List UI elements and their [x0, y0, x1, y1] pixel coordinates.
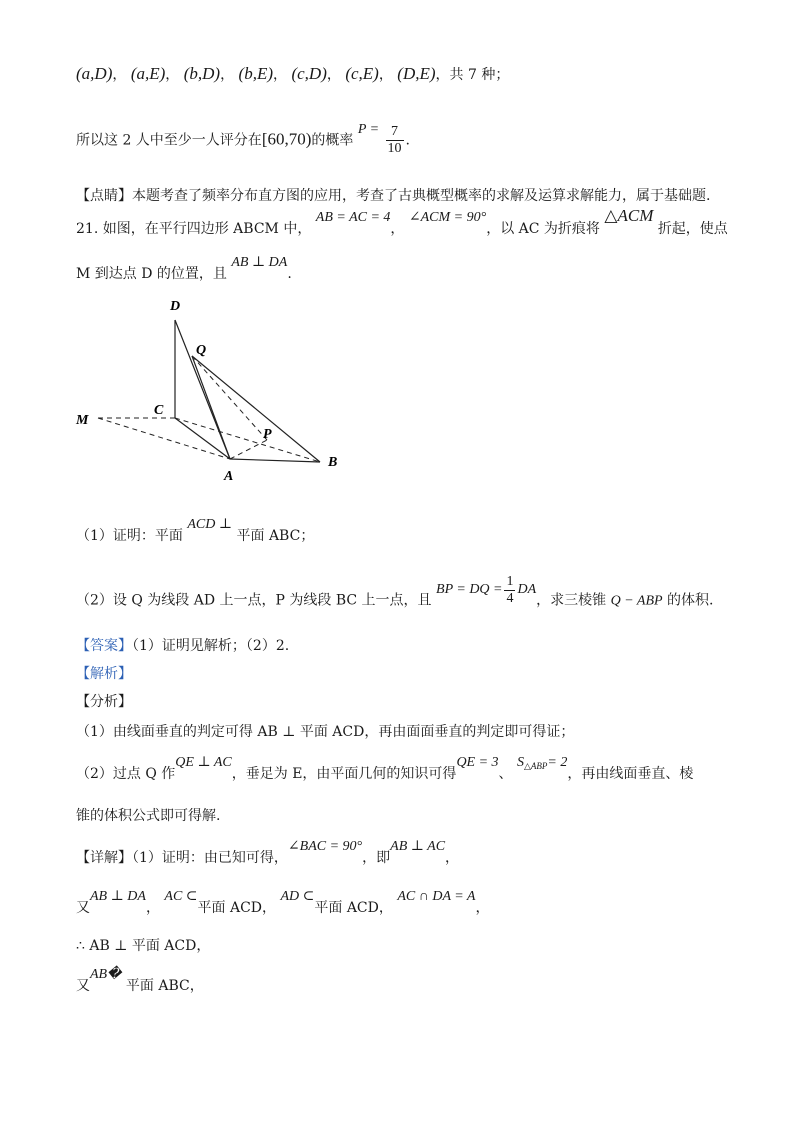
answer-line: 【答案】（1）证明见解析；（2）2. [76, 638, 290, 654]
q21-line1: 21. 如图，在平行四边形 ABCM 中， AB = AC = 4， ∠ACM = 90°，以 AC 为折痕将 △ACM 折起，使点 [76, 206, 728, 237]
pair-1: (a,D) [76, 64, 113, 83]
label-Q: Q [196, 343, 207, 358]
label-B: B [328, 455, 338, 470]
answer-tag: 【答案】 [76, 638, 132, 654]
pair-6: (c,E) [345, 64, 379, 83]
fraction-7-10: $\frac{7}{10}$ [387, 124, 402, 156]
pair-2: (a,E) [130, 64, 166, 83]
pair-4: (b,E) [238, 64, 274, 83]
analysis-tag: 【解析】 [76, 666, 132, 682]
part1-line: （1）证明：平面 ACD ⊥ 平面 ABC； [76, 517, 315, 544]
interval: [60,70) [261, 129, 312, 149]
label-C: C [154, 403, 164, 418]
label-D: D [170, 299, 181, 314]
detail-line1: 【详解】（1）证明：由已知可得，∠BAC = 90°，即AB ⊥ AC， [76, 839, 460, 866]
fenxi-line3: 锥的体积公式即可得解. [76, 808, 221, 824]
probability-line: 所以这 2 人中至少一人评分在[60,70)的概率 P = $\frac{7}{10}$ . [76, 121, 410, 156]
p-symbol: P = [357, 121, 380, 137]
pairs-total: ，共 7 种； [435, 67, 510, 83]
pair-7: (D,E) [397, 64, 436, 83]
detail-line4: 又AB� 平面 ABC， [76, 967, 204, 994]
fenxi-line1: （1）由线面垂直的判定可得 AB ⊥ 平面 ACD，再由面面垂直的判定即可得证； [76, 724, 575, 740]
pair-5: (c,D) [291, 64, 327, 83]
fenxi-tag: 【分析】 [76, 694, 132, 710]
label-P: P [263, 427, 272, 442]
detail-line2: 又AB ⊥ DA， AC ⊂平面 ACD， AD ⊂平面 ACD， AC ∩ DA = A， [76, 889, 490, 916]
label-A: A [224, 469, 234, 484]
comment-line: 【点睛】本题考查了频率分布直方图的应用，考查了古典概型概率的求解及运算求解能力，属于基础题. [76, 188, 711, 204]
fenxi-line2: （2）过点 Q 作QE ⊥ AC，垂足为 E，由平面几何的知识可得QE = 3、 $S^{\triangle ABP}= 2$，再由线面垂直、棱 [76, 755, 694, 782]
q21-line2: M 到达点 D 的位置，且 AB ⊥ DA. [76, 255, 292, 282]
fraction-1-4: $\frac{1}{4}$ [506, 574, 514, 606]
part2-line: （2）设 Q 为线段 AD 上一点，P 为线段 BC 上一点，且 BP = DQ = $\frac{1}{4}$ DA，求三棱锥 Q − ABP 的体积. [76, 574, 714, 609]
geometry-figure [70, 296, 360, 486]
pair-3: (b,D) [183, 64, 221, 83]
pairs-line: (a,D)， (a,E)， (b,D)， (b,E)， (c,D)， (c,E)， (D,E)，共 7 种； [76, 64, 510, 83]
detail-line3: ∴ AB ⊥ 平面 ACD， [76, 938, 211, 954]
label-M: M [76, 413, 89, 428]
